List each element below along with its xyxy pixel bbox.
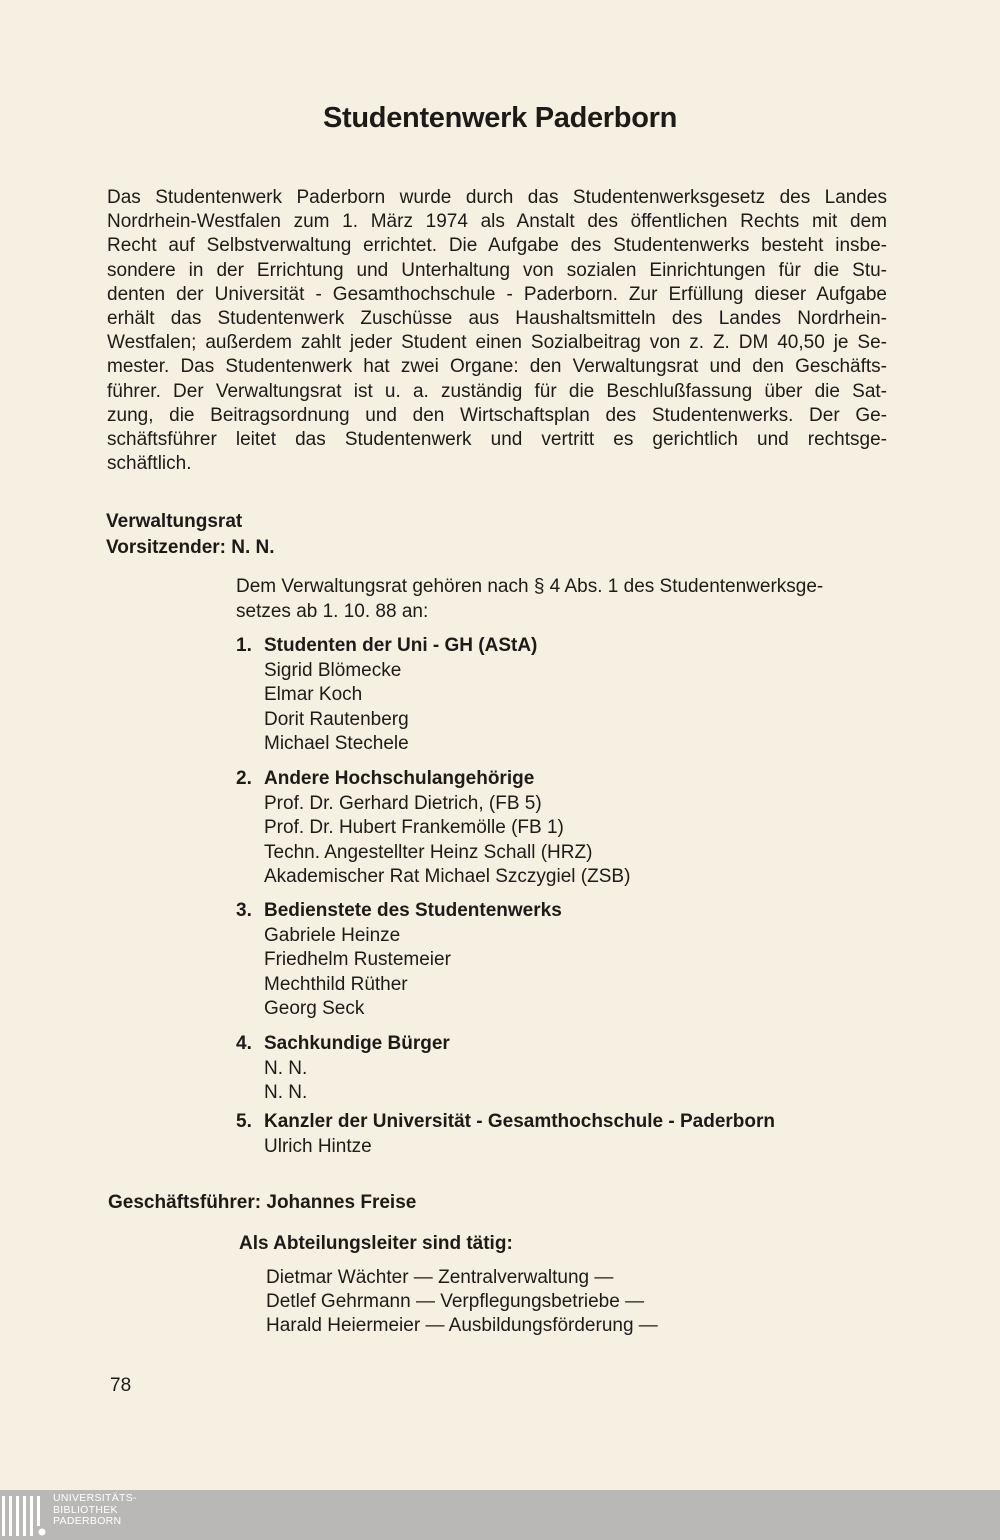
intro-line: schäftlich. — [107, 453, 192, 475]
intro-line: Nordrhein-Westfalen zum 1. März 1974 als Anstalt des öffentlichen Rechts mit dem — [107, 211, 887, 233]
group-heading — [236, 767, 630, 792]
group-member: Elmar Koch — [264, 684, 363, 705]
intro-line: führer. Der Verwaltungsrat ist u. a. zuständig für die Beschlußfassung über die Sat- — [107, 380, 887, 402]
department-head: Harald Heiermeier — Ausbildungsförderung — — [266, 1315, 658, 1336]
managing-director: Geschäftsführer: Johannes Freise — [108, 1192, 417, 1213]
department-heading: Als Abteilungsleiter sind tätig: — [239, 1233, 513, 1254]
intro-line: sondere in der Errichtung und Unterhaltung von sozialen Einrichtungen für die Stu- — [107, 259, 887, 281]
group-heading — [236, 1110, 775, 1135]
group-member: Gabriele Heinze — [264, 924, 401, 946]
board-group-staff — [236, 899, 562, 1022]
group-member: Ulrich Hintze — [264, 1135, 372, 1157]
intro-line: mester. Das Studentenwerk hat zwei Organe: den Verwaltungsrat und den Geschäfts- — [107, 356, 887, 378]
intro-line: denten der Universität - Gesamthochschule - Paderborn. Zur Erfüllung dieser Aufgabe — [107, 283, 887, 305]
board-intro-line: Dem Verwaltungsrat gehören nach § 4 Abs. 1 des Studentenwerksge- — [236, 576, 824, 597]
group-member: Akademischer Rat Michael Szczygiel (ZSB) — [264, 866, 631, 887]
library-logo-text — [53, 1493, 137, 1528]
logo-line: UNIVERSITÄTS- — [53, 1492, 137, 1504]
group-member: Prof. Dr. Hubert Frankemölle (FB 1) — [264, 817, 564, 838]
group-title: Sachkundige Bürger — [264, 1033, 450, 1054]
group-member: Georg Seck — [264, 998, 365, 1019]
intro-line: Westfalen; außerdem zahlt jeder Student einen Sozialbeitrag von z. Z. DM 40,50 je Se- — [107, 332, 887, 354]
board-group-citizens — [236, 1032, 450, 1106]
group-member: Sigrid Blömecke — [264, 659, 402, 681]
intro-line: Recht auf Selbstverwaltung errichtet. Die Aufgabe des Studentenwerks besteht insbe- — [107, 235, 887, 257]
board-heading: Verwaltungsrat — [106, 511, 243, 532]
group-heading — [236, 899, 562, 924]
group-heading — [236, 634, 537, 659]
library-bars-logo-icon — [2, 1496, 48, 1536]
board-chair: Vorsitzender: N. N. — [106, 537, 275, 558]
footer-bar — [0, 1490, 1000, 1540]
board-group-university-members — [236, 767, 630, 890]
group-member: Prof. Dr. Gerhard Dietrich, (FB 5) — [264, 792, 542, 814]
group-number: 1. — [236, 635, 252, 656]
group-member: Friedhelm Rustemeier — [264, 949, 451, 970]
intro-line: Das Studentenwerk Paderborn wurde durch das Studentenwerksgesetz des Landes — [107, 187, 887, 208]
board-group-chancellor — [236, 1110, 775, 1159]
intro-line: schäftsführer leitet das Studentenwerk und vertritt es gerichtlich und rechtsge- — [107, 428, 887, 450]
group-title: Kanzler der Universität - Gesamthochschule - Paderborn — [264, 1111, 776, 1132]
group-number: 3. — [236, 900, 252, 921]
group-member: Dorit Rautenberg — [264, 708, 409, 730]
board-intro-line: setzes ab 1. 10. 88 an: — [236, 601, 429, 622]
group-number: 4. — [236, 1033, 252, 1054]
group-title: Andere Hochschulangehörige — [264, 768, 535, 789]
group-member: Mechthild Rüther — [264, 973, 408, 995]
group-member: Michael Stechele — [264, 733, 409, 754]
group-member: N. N. — [264, 1057, 308, 1079]
intro-paragraph — [107, 186, 887, 476]
group-title: Studenten der Uni - GH (AStA) — [264, 635, 538, 656]
intro-line: erhält das Studentenwerk Zuschüsse aus Haushaltsmitteln des Landes Nordrhein- — [107, 307, 887, 329]
page-title: Studentenwerk Paderborn — [322, 102, 678, 134]
board-group-students — [236, 634, 537, 757]
department-head: Dietmar Wächter — Zentralverwaltung — — [266, 1267, 614, 1288]
group-title: Bedienstete des Studentenwerks — [264, 900, 562, 921]
group-heading — [236, 1032, 450, 1057]
intro-line: zung, die Beitragsordnung und den Wirtschaftsplan des Studentenwerks. Der Ge- — [107, 404, 887, 426]
group-member: N. N. — [264, 1082, 308, 1103]
group-number: 5. — [236, 1111, 252, 1132]
logo-line: BIBLIOTHEK — [53, 1503, 118, 1516]
department-head: Detlef Gehrmann — Verpflegungsbetriebe — — [266, 1291, 645, 1312]
group-member: Techn. Angestellter Heinz Schall (HRZ) — [264, 841, 593, 863]
group-number: 2. — [236, 768, 252, 789]
page-number: 78 — [110, 1375, 132, 1396]
logo-line: PADERBORN — [53, 1515, 122, 1527]
library-logo — [0, 1490, 150, 1540]
